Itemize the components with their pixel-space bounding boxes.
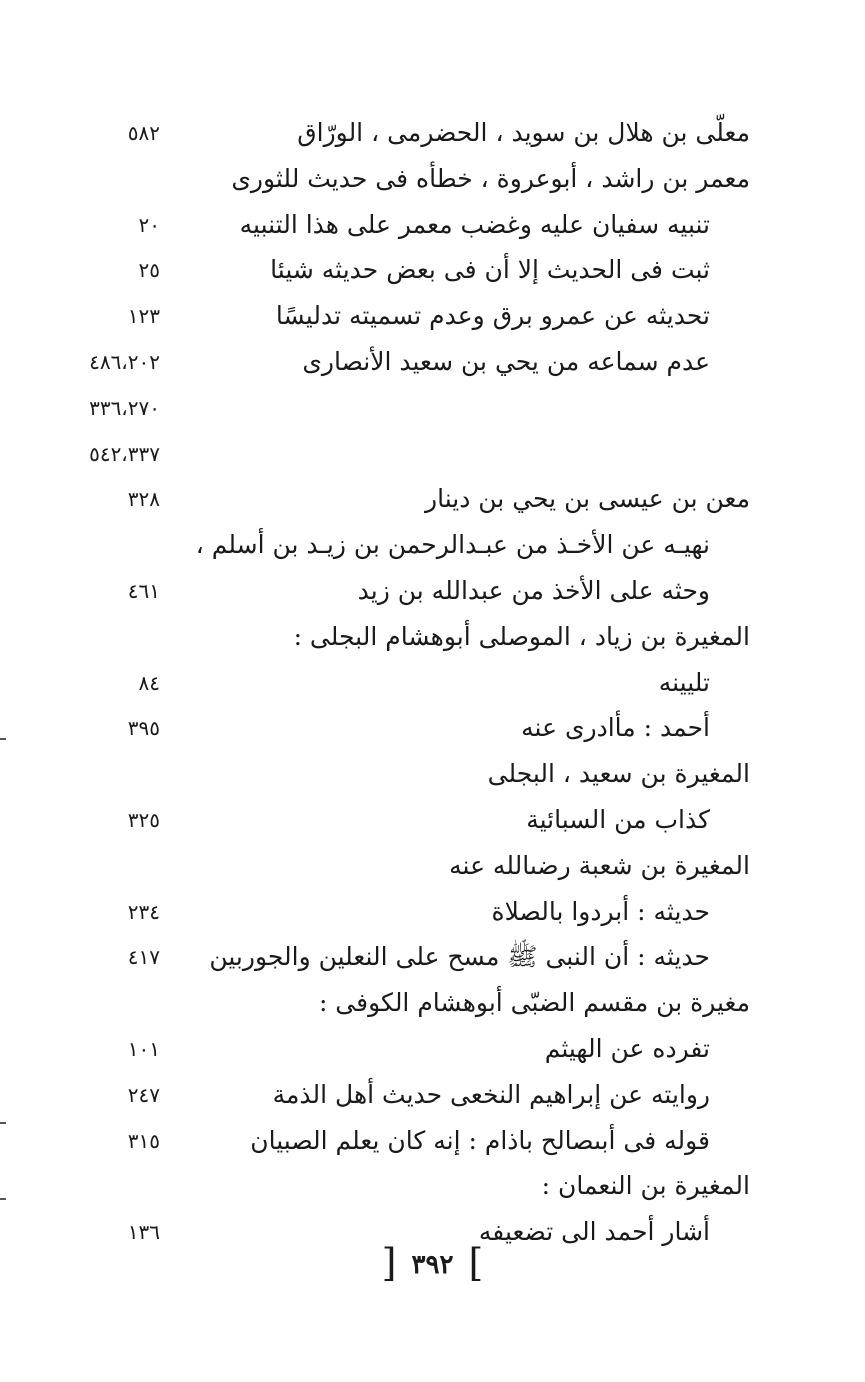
index-entry-row bbox=[60, 522, 760, 568]
index-page-reference: ٤١٧ bbox=[127, 945, 160, 970]
index-entry-row bbox=[60, 339, 760, 385]
index-page-reference: ٣٢٨ bbox=[127, 487, 160, 512]
index-page-reference: ٢٥ bbox=[138, 258, 160, 283]
footer-page-number: ٣٩٢ bbox=[411, 1250, 454, 1280]
footer-open-bracket: [ bbox=[381, 1241, 397, 1285]
index-page-reference: ١٣٦ bbox=[127, 1220, 160, 1245]
index-subentry-text: تفرده عن الهيثم bbox=[544, 1034, 710, 1063]
index-entry-row bbox=[60, 705, 760, 751]
index-entry-row bbox=[60, 889, 760, 935]
index-entry-row bbox=[60, 110, 760, 156]
index-subentry-text: كذاب من السبائية bbox=[526, 805, 710, 834]
index-entry-row bbox=[60, 293, 760, 339]
index-entry-row bbox=[60, 614, 760, 660]
index-subentry-text: حديثه : أن النبى ﷺ مسح على النعلين والجوربين bbox=[209, 942, 710, 972]
index-subentry-text: حديثه : أبردوا بالصلاة bbox=[491, 896, 710, 926]
index-entry-row bbox=[60, 1163, 760, 1209]
index-page-reference: ٨٤ bbox=[138, 670, 160, 695]
index-entry-row bbox=[60, 1072, 760, 1118]
index-entry-row bbox=[60, 476, 760, 522]
index-page-reference: ٣٩٥ bbox=[127, 716, 160, 741]
index-entry-heading: المغيرة بن سعيد ، البجلى bbox=[487, 759, 750, 789]
index-page-reference: ١٢٣ bbox=[127, 304, 160, 329]
index-subentry-text: نهيـه عن الأخـذ من عبـدالرحمن بن زيـد بن أسلم ، bbox=[195, 530, 710, 560]
index-entry-row bbox=[60, 751, 760, 797]
index-entry-row bbox=[60, 660, 760, 706]
index-entry-row bbox=[60, 568, 760, 614]
index-entry-row bbox=[60, 1026, 760, 1072]
index-entry-heading: المغيرة بن النعمان : bbox=[541, 1171, 750, 1201]
index-page-reference: ٤٦١ bbox=[127, 579, 160, 603]
index-page-reference: ٥٤٢،٣٣٧ bbox=[89, 441, 160, 466]
index-entry-row bbox=[60, 843, 760, 889]
scan-mark bbox=[0, 1122, 6, 1124]
index-entry-row bbox=[60, 156, 760, 202]
index-entry-row bbox=[60, 797, 760, 843]
index-entry-heading: معمر بن راشد ، أبوعروة ، خطأه فى حديث للثورى bbox=[231, 163, 750, 193]
index-entry-row bbox=[60, 385, 760, 431]
index-page-reference: ٣١٥ bbox=[127, 1128, 160, 1153]
index-entry-row bbox=[60, 202, 760, 248]
index-subentry-text: ثبت فى الحديث إلا أن فى بعض حديثه شيئا bbox=[270, 255, 710, 285]
index-entry-heading: المغيرة بن شعبة رضىالله عنه bbox=[449, 850, 750, 880]
index-entry-heading: معن بن عيسى بن يحي بن دينار bbox=[425, 484, 750, 514]
index-entry-row bbox=[60, 1118, 760, 1164]
index-page-reference: ٢٤٧ bbox=[127, 1082, 160, 1107]
index-page-reference: ٥٨٢ bbox=[127, 121, 160, 145]
footer-close-bracket: ] bbox=[468, 1241, 484, 1285]
index-entry-heading: معلّى بن هلال بن سويد ، الحضرمى ، الورّاق bbox=[297, 118, 750, 147]
index-page-reference: ٢٠ bbox=[138, 212, 160, 237]
index-page-reference: ١٠١ bbox=[127, 1037, 160, 1061]
index-entry-row bbox=[60, 934, 760, 980]
index-page-reference: ٤٨٦،٢٠٢ bbox=[89, 350, 160, 374]
page-footer bbox=[0, 1238, 865, 1290]
index-subentry-text: أحمد : مأادرى عنه bbox=[521, 713, 710, 743]
index-subentry-text: روايته عن إبراهيم النخعى حديث أهل الذمة bbox=[272, 1079, 710, 1109]
index-page-reference: ٢٣٤ bbox=[127, 899, 160, 924]
scan-mark bbox=[0, 1198, 6, 1200]
index-subentry-text: تحديثه عن عمرو برق وعدم تسميته تدليسًا bbox=[275, 301, 710, 331]
index-subentry-text: تليينه bbox=[658, 667, 710, 697]
index-entry-heading: المغيرة بن زياد ، الموصلى أبوهشام البجلى : bbox=[293, 621, 750, 651]
index-subentry-text: أشار أحمد الى تضعيفه bbox=[478, 1217, 710, 1247]
index-page-reference: ٣٣٦،٢٧٠ bbox=[89, 395, 160, 420]
index-page-reference: ٣٢٥ bbox=[127, 808, 160, 832]
index-subentry-text: تنبيه سفيان عليه وغضب معمر على هذا التنبيه bbox=[239, 209, 710, 239]
scan-mark bbox=[0, 738, 6, 740]
index-entry-heading: مغيرة بن مقسم الضبّى أبوهشام الكوفى : bbox=[318, 988, 750, 1018]
index-entry-row bbox=[60, 431, 760, 477]
index-entry-row bbox=[60, 247, 760, 293]
index-entry-row bbox=[60, 980, 760, 1026]
index-subentry-text: عدم سماعه من يحي بن سعيد الأنصارى bbox=[302, 347, 710, 376]
index-subentry-text: وحثه على الأخذ من عبدالله بن زيد bbox=[357, 576, 710, 605]
index-subentry-text: قوله فى أبىصالح باذام : إنه كان يعلم الصبيان bbox=[250, 1125, 710, 1155]
